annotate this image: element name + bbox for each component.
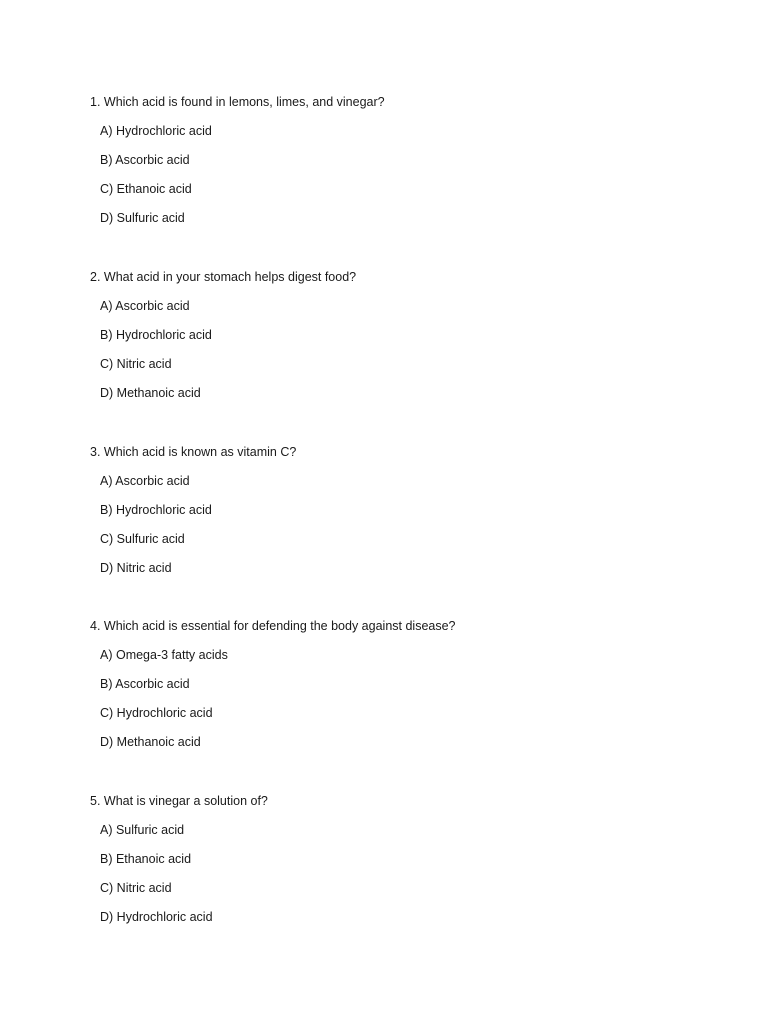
question-3 [90, 442, 690, 617]
question-1 [90, 92, 690, 267]
question-4 [90, 616, 690, 791]
option-c: C) Ethanoic acid [100, 182, 192, 196]
option-a: A) Omega-3 fatty acids [100, 648, 228, 663]
question-5 [90, 791, 690, 966]
question-2 [90, 267, 690, 442]
option-c: C) Nitric acid [100, 356, 172, 371]
question-text: 5. What is vinegar a solution of? [90, 794, 268, 808]
option-c: C) Sulfuric acid [100, 531, 185, 546]
option-b: B) Hydrochloric acid [100, 327, 212, 342]
option-a: A) Ascorbic acid [100, 473, 190, 488]
option-b: B) Ascorbic acid [100, 153, 190, 167]
option-d: D) Methanoic acid [100, 385, 201, 400]
option-b: B) Ethanoic acid [100, 852, 192, 866]
question-text: 3. Which acid is known as vitamin C? [90, 444, 297, 459]
quiz-list [90, 92, 690, 966]
option-d: D) Nitric acid [100, 560, 172, 575]
option-d: D) Hydrochloric acid [100, 910, 213, 924]
option-a: A) Hydrochloric acid [100, 124, 212, 138]
option-b: B) Hydrochloric acid [100, 502, 212, 517]
option-b: B) Ascorbic acid [100, 677, 190, 692]
option-a: A) Ascorbic acid [100, 298, 190, 313]
option-d: D) Sulfuric acid [100, 211, 185, 225]
question-text: 1. Which acid is found in lemons, limes, and vinegar? [90, 95, 385, 109]
option-c: C) Hydrochloric acid [100, 706, 213, 721]
option-a: A) Sulfuric acid [100, 823, 185, 837]
question-text: 2. What acid in your stomach helps digest food? [90, 269, 357, 284]
question-text: 4. Which acid is essential for defending the body against disease? [90, 619, 456, 634]
option-c: C) Nitric acid [100, 881, 172, 895]
option-d: D) Methanoic acid [100, 735, 201, 750]
